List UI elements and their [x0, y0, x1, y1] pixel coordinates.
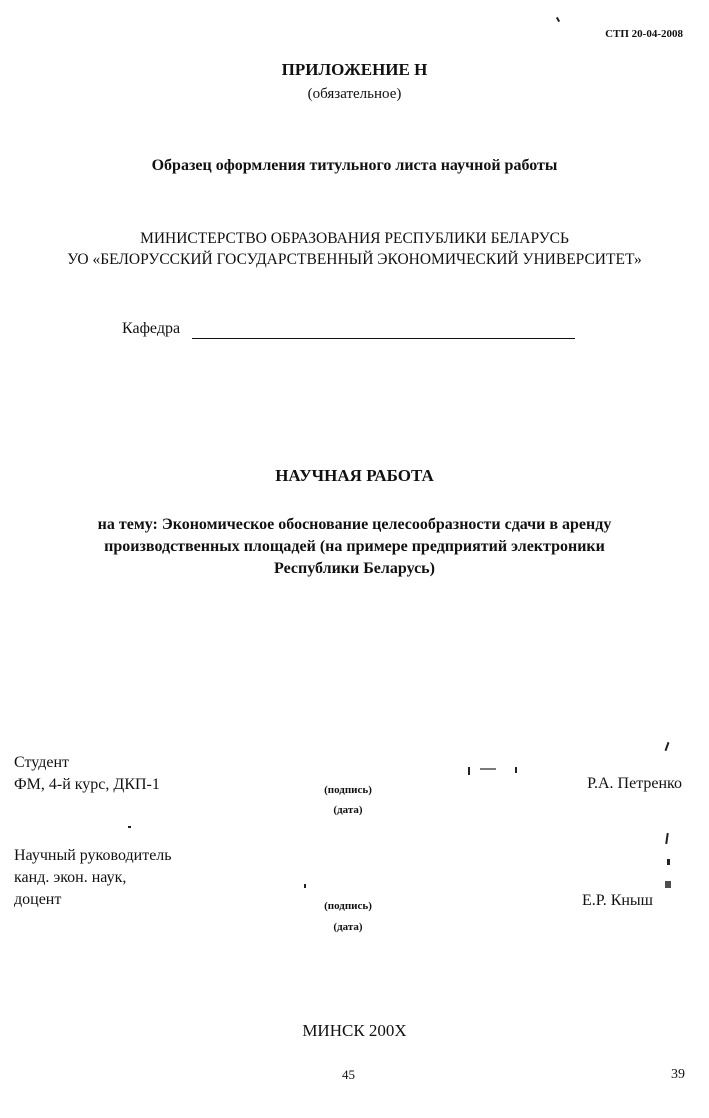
advisor-title: доцент [14, 891, 62, 908]
work-topic [30, 514, 679, 580]
student-role: Студент [14, 754, 70, 771]
signature-label: (подпись) [324, 900, 372, 912]
ministry-line: МИНИСТЕРСТВО ОБРАЗОВАНИЯ РЕСПУБЛИКИ БЕЛАРУСЬ [140, 230, 569, 247]
page-number-left: 45 [342, 1067, 355, 1082]
scan-speck [556, 17, 560, 22]
student-name: Р.А. Петренко [587, 775, 682, 792]
scan-speck [665, 833, 669, 844]
sample-title: Образец оформления титульного листа научной работы [151, 157, 558, 174]
advisor-role: Научный руководитель [14, 847, 172, 864]
scan-speck [665, 881, 671, 888]
signature-label: (подпись) [324, 784, 372, 796]
advisor-signature-area [298, 896, 398, 938]
student-signature-area [298, 780, 398, 820]
advisor-block [14, 845, 172, 911]
work-title: НАУЧНАЯ РАБОТА [275, 466, 434, 485]
scan-speck [128, 826, 131, 828]
document-code: СТП 20-04-2008 [605, 28, 683, 40]
department-label: Кафедра [122, 320, 181, 337]
scan-speck [667, 859, 670, 865]
scan-speck [480, 768, 496, 770]
student-group: ФМ, 4-й курс, ДКП-1 [14, 776, 160, 793]
date-label: (дата) [333, 804, 363, 816]
scan-speck [304, 884, 306, 888]
scan-speck [515, 767, 517, 773]
scan-speck [468, 767, 470, 775]
topic-line: Республики Беларусь) [274, 560, 435, 577]
department-fill-line [192, 338, 575, 339]
ministry-header [0, 228, 709, 270]
appendix-subtitle: (обязательное) [307, 86, 402, 102]
date-label: (дата) [333, 921, 363, 933]
student-block [14, 752, 160, 796]
page-number-right: 39 [671, 1067, 685, 1082]
advisor-name: Е.Р. Кныш [582, 892, 653, 909]
scan-speck [665, 742, 670, 751]
city-year: МИНСК 200Х [302, 1021, 407, 1040]
advisor-degree: канд. экон. наук, [14, 869, 127, 886]
university-line: УО «БЕЛОРУССКИЙ ГОСУДАРСТВЕННЫЙ ЭКОНОМИЧЕСКИЙ УНИВЕРСИТЕТ» [67, 251, 642, 268]
topic-line: на тему: Экономическое обоснование целесообразности сдачи в аренду [97, 516, 612, 533]
appendix-title: ПРИЛОЖЕНИЕ Н [281, 60, 428, 79]
topic-line: производственных площадей (на примере предприятий электроники [104, 538, 605, 555]
